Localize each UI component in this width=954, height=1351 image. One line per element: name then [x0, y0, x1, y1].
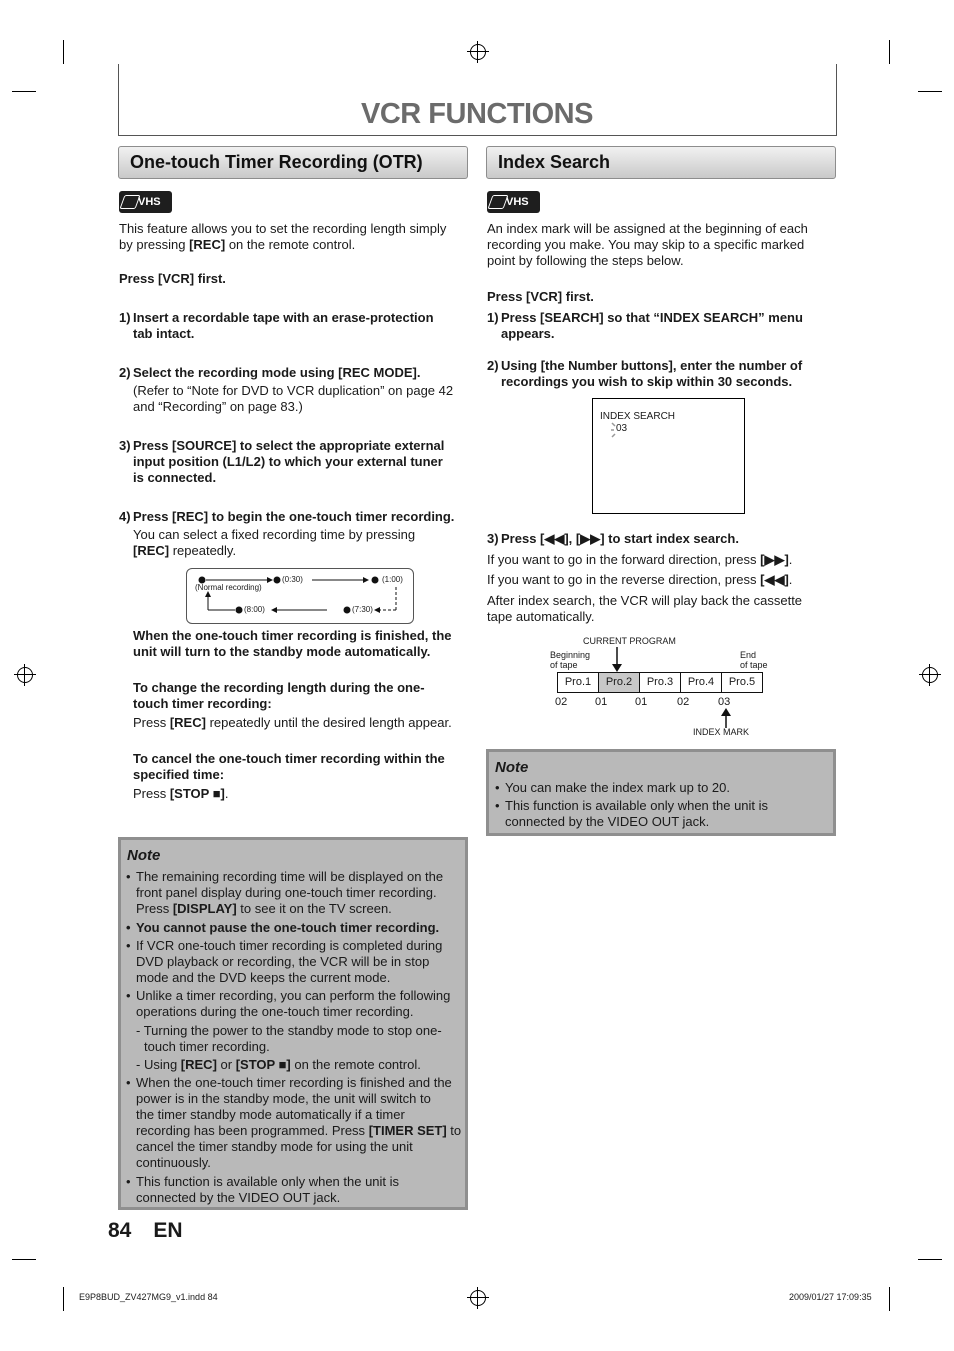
index-note-item-2: • This function is available only when the unit is connected by the VIDEO OUT jack.	[495, 798, 769, 829]
otr-note-subitem-1: - Turning the power to the standby mode to stop one- touch timer recording.	[136, 1023, 442, 1054]
footer-file: E9P8BUD_ZV427MG9_v1.indd 84	[79, 1292, 218, 1302]
index-note-item-1: • You can make the index mark up to 20.	[495, 780, 730, 795]
index-after: After index search, the VCR will play back the cassette tape automatically.	[487, 593, 803, 624]
diagram-800: (8:00)	[244, 605, 265, 614]
index-reverse: If you want to go in the reverse direction, press [◀◀].	[487, 572, 793, 587]
otr-note-item-6: • This function is available only when the unit is connected by the VIDEO OUT jack.	[126, 1174, 400, 1205]
crop-mark	[918, 91, 942, 92]
index-search-screen	[592, 398, 745, 514]
otr-note-heading: Note	[127, 847, 161, 864]
index-step-1: 1) Press [SEARCH] so that “INDEX SEARCH” menu appears.	[487, 310, 803, 341]
crop-mark	[63, 40, 64, 64]
index-number: 02	[677, 696, 690, 708]
page-title: VCR FUNCTIONS	[361, 98, 593, 130]
end-of-tape-label: End of tape	[740, 650, 768, 670]
otr-note-item-4: • Unlike a timer recording, you can perform the following operations during the one-touch timer recording.	[126, 988, 451, 1019]
index-number: 01	[635, 696, 648, 708]
crop-mark	[918, 1259, 942, 1260]
otr-note-subitem-2: - Using [REC] or [STOP ■] on the remote control.	[136, 1057, 421, 1072]
registration-mark-icon	[470, 44, 486, 60]
crop-mark	[889, 1287, 890, 1311]
current-program-label: CURRENT PROGRAM	[583, 636, 676, 646]
otr-step-1: 1) Insert a recordable tape with an erase-protection tab intact.	[119, 310, 434, 341]
diagram-730: (7:30)	[352, 605, 373, 614]
registration-mark-icon	[922, 667, 938, 683]
index-press-vcr: Press [VCR] first.	[487, 289, 594, 304]
tape-strip	[557, 672, 763, 693]
otr-note-item-2: • You cannot pause the one-touch timer recording.	[126, 920, 440, 935]
page-number: 84 EN	[108, 1219, 183, 1242]
screen-label: INDEX SEARCH	[600, 411, 676, 422]
program-cell-current: Pro.2	[599, 673, 640, 692]
index-intro: An index mark will be assigned at the beginning of each recording you make. You may skip to a specific marked point by following the steps below.	[487, 221, 808, 268]
crop-mark	[889, 40, 890, 64]
otr-finished: When the one-touch timer recording is finished, the unit will turn to the standby mode automatically.	[133, 628, 452, 659]
otr-step-2: 2) Select the recording mode using [REC MODE].	[119, 365, 421, 380]
diagram-100: (1:00)	[382, 575, 403, 584]
program-cell: Pro.3	[640, 673, 681, 692]
index-note-heading: Note	[495, 759, 529, 776]
index-mark-label: INDEX MARK	[693, 727, 750, 737]
otr-intro: This feature allows you to set the recording length simply by pressing [REC] on the remote control.	[119, 221, 447, 252]
otr-note-item-1: • The remaining recording time will be displayed on the front panel display during one-touch timer recording. Press [DISPLAY] to see it on the TV screen.	[126, 869, 444, 916]
otr-step-4-note: You can select a fixed recording time by pressing [REC] repeatedly.	[133, 527, 416, 558]
diagram-030: (0:30)	[282, 575, 303, 584]
registration-mark-icon	[17, 667, 33, 683]
vhs-badge: VHS	[119, 191, 172, 213]
crop-mark	[63, 1287, 64, 1311]
beginning-of-tape-label: Beginning of tape	[550, 650, 591, 670]
index-step-2: 2) Using [the Number buttons], enter the number of recordings you wish to skip within 30 seconds.	[487, 358, 803, 389]
otr-note-box	[118, 837, 468, 1210]
otr-note-item-5: • When the one-touch timer recording is finished and the power is in the standby mode, the unit will switch to the timer standby mode automatically if a timer recording has been programmed. Press [TIMER SET] to cancel the timer standby mode for using the unit continuously.	[126, 1075, 462, 1170]
program-cell: Pro.5	[728, 676, 756, 688]
index-step-3: 3) Press [◀◀], [▶▶] to start index search.	[487, 531, 739, 546]
footer-date: 2009/01/27 17:09:35	[789, 1292, 872, 1302]
index-note-box	[486, 749, 836, 836]
program-cell: Pro.4	[681, 673, 722, 692]
tape-diagram	[540, 634, 790, 740]
program-cell: Pro.1	[558, 673, 599, 692]
index-number: 02	[555, 696, 568, 708]
otr-step-2-note: (Refer to “Note for DVD to VCR duplication” on page 42 and “Recording” on page 83.)	[133, 383, 454, 414]
otr-step-3: 3) Press [SOURCE] to select the appropriate external input position (L1/L2) to which your external tuner is connected.	[119, 438, 445, 485]
vhs-badge: VHS	[487, 191, 540, 213]
otr-cancel-body: Press [STOP ■].	[133, 786, 229, 801]
otr-heading: One-touch Timer Recording (OTR)	[118, 146, 468, 179]
index-number: 03	[718, 696, 731, 708]
crop-mark	[12, 1259, 36, 1260]
current-program-arrow-icon	[611, 647, 623, 673]
registration-mark-icon	[470, 1290, 486, 1306]
index-number: 01	[595, 696, 608, 708]
otr-cancel-heading: To cancel the one-touch timer recording within the specified time:	[133, 751, 445, 782]
otr-press-vcr: Press [VCR] first.	[119, 271, 226, 286]
crop-mark	[12, 91, 36, 92]
otr-note-item-3: • If VCR one-touch timer recording is completed during DVD playback or recording, the VCR will be in stop mode and the DVD keeps the current mode.	[126, 938, 443, 985]
otr-change-body: Press [REC] repeatedly until the desired length appear.	[133, 715, 452, 730]
index-mark-arrow-icon	[720, 708, 732, 728]
otr-cycle-diagram	[186, 568, 414, 624]
index-search-heading: Index Search	[486, 146, 836, 179]
otr-step-4: 4) Press [REC] to begin the one-touch timer recording.	[119, 509, 455, 524]
otr-change-heading: To change the recording length during the one- touch timer recording:	[133, 680, 425, 711]
diagram-normal: (Normal recording)	[195, 583, 262, 592]
index-forward: If you want to go in the forward direction, press [▶▶].	[487, 552, 793, 567]
blink-cursor-icon	[609, 420, 628, 440]
screen-value: 03	[616, 423, 628, 434]
